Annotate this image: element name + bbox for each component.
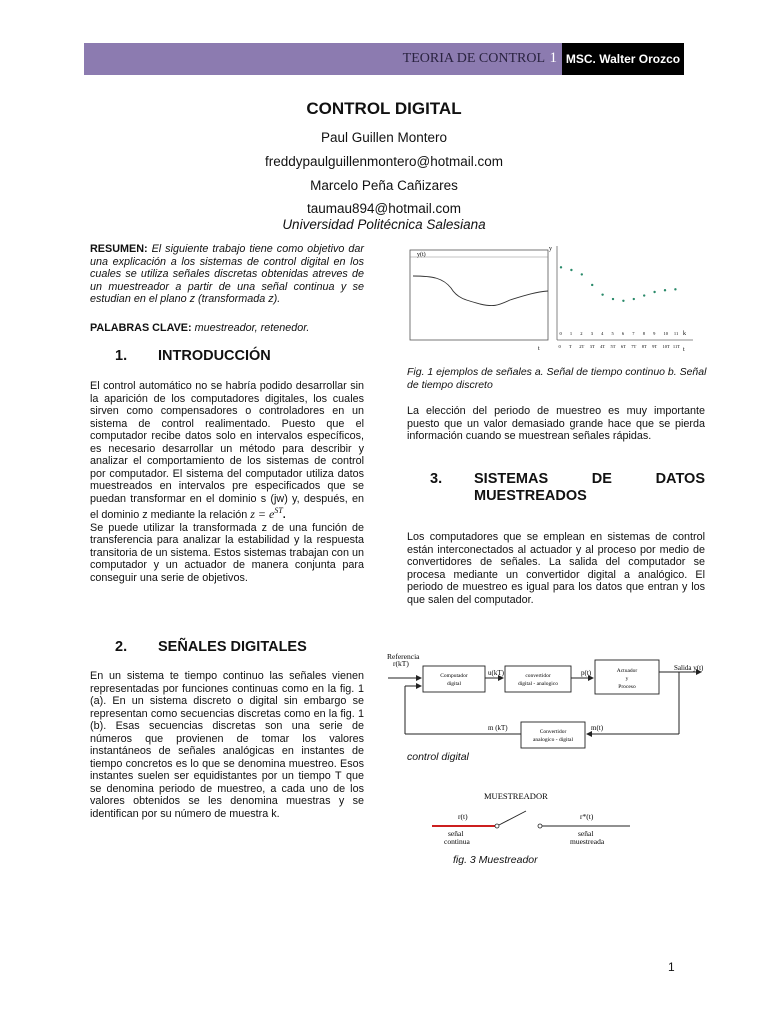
fig1-t-tick-label: 10T (662, 344, 670, 349)
author-email-1[interactable]: freddypaulguillenmontero@hotmail.com (264, 154, 504, 169)
keywords-label: PALABRAS CLAVE: (90, 322, 192, 334)
fig2-actuator-label-3: Proceso (618, 684, 636, 690)
fig1-k-tick-label: 9 (653, 331, 656, 336)
fig3-left-label-2: continua (444, 837, 470, 846)
keywords (90, 322, 364, 335)
fig1-t-tick-label: 8T (641, 344, 647, 349)
fig1-k-tick-label: 8 (642, 331, 645, 336)
fig3-title: MUESTREADOR (484, 791, 548, 801)
fig1-left-ylabel: y(t) (417, 252, 426, 258)
fig2-dac-label-1: convertidor (525, 673, 551, 679)
fig3-rt-label: r(t) (458, 812, 468, 821)
abstract (90, 243, 364, 306)
fig1-t-tick-label: 11T (672, 344, 680, 349)
fig1-sample-point (643, 294, 645, 296)
fig2-computer-label-1: Computador (440, 673, 468, 679)
fig2-input-label-1: Referencia (387, 652, 420, 661)
author-name-2: Marcelo Peña Cañizares (310, 178, 458, 193)
fig2-adc-block (521, 722, 585, 748)
fig1-sample-point (581, 273, 583, 275)
fig3-switch-contact-left (495, 824, 499, 828)
fig1-sample-point (622, 300, 624, 302)
intro-formula-end: . (282, 509, 286, 521)
intro-formula-base: z = e (250, 507, 275, 521)
figure-1 (405, 244, 695, 356)
fig1-sample-point (653, 291, 655, 293)
fig2-actuator-label-1: Actuador (616, 668, 638, 674)
fig1-right-xlabel-k: k (683, 331, 686, 337)
intro-text-2: Se puede utilizar la transformada z de una función de transferencia para analizar la estabilidad y la respuesta transitoria de un sistema. Estos sistemas trabajan con un computador y un actuador de manera conjunta para conseguir una serie de objetivos. (90, 521, 364, 584)
header-author: MSC. Walter Orozco (562, 43, 684, 75)
page-number: 1 (668, 960, 675, 974)
intro-text-1: El control automático no se habría podido desarrollar sin la aparición de los computadores digitales, los cuales sirven como compensadores o controladores en un sistema de control realimentado. Puesto que el computador recibe datos solo en intervalos específicos, es necesario desarrollar un método para describir y analizar el comportamiento de los sistemas de control por computador. El sistema del computador utiliza datos muestreados en intervalos pre especificados que se puedan transformar en el dominio s (jw) y, después, en el dominio z mediante la relación (90, 380, 364, 521)
fig1-sample-point (560, 266, 562, 268)
fig1-t-tick-label: 7T (631, 344, 637, 349)
fig1-t-ticks (559, 344, 681, 349)
fig2-output-label: Salida y(t) (674, 664, 704, 672)
fig1-continuous-plot (410, 250, 548, 352)
fig1-t-tick-label: 5T (610, 344, 616, 349)
fig1-discrete-plot (549, 246, 693, 353)
fig2-u-label: u(kT) (488, 669, 504, 677)
section-3-number: 3. (430, 471, 443, 487)
paper-title: CONTROL DIGITAL (306, 99, 462, 118)
fig1-k-tick-label: 3 (590, 331, 593, 336)
fig1-right-xlabel-t: t (683, 347, 685, 353)
keywords-text: muestreador, retenedor. (191, 322, 310, 334)
fig2-input-label-2: r(kT) (393, 659, 409, 668)
fig2-actuator-label-2: y (625, 676, 629, 682)
section-3-title-line-1: SISTEMAS DE DATOS (474, 471, 705, 487)
affiliation: Universidad Politécnica Salesiana (282, 217, 486, 232)
author-email-2[interactable]: taumau894@hotmail.com (306, 201, 462, 216)
fig2-dac-block (505, 666, 571, 692)
fig3-switch-contact-right (538, 824, 542, 828)
fig1-sample-point (612, 298, 614, 300)
fig3-rst-label: r*(t) (580, 812, 594, 821)
author-name-1: Paul Guillen Montero (320, 130, 448, 145)
fig1-sample-point (601, 293, 603, 295)
sampling-choice-paragraph: La elección del periodo de muestreo es muy importante puesto que un valor demasiado grande hace que se pierda información cuando se muestrean señales rápidas. (407, 405, 705, 442)
fig1-sample-points (560, 266, 677, 302)
fig2-computer-label-2: digital (446, 681, 462, 687)
fig1-t-tick-label: 3T (589, 344, 595, 349)
fig3-left-label-1: señal (448, 829, 464, 838)
fig1-k-tick-label: 10 (663, 331, 668, 336)
fig1-k-tick-label: 6 (621, 331, 625, 336)
sampled-systems-paragraph: Los computadores que se emplean en sistemas de control están interconectados al actuador y al proceso por medio de convertidores de señales. La salida del computador se procesa mediante un convertidor digital a analógico. El periodo de muestreo es igual para los datos que entran y los que salen del computador. (407, 531, 705, 606)
fig1-k-tick-label: 11 (673, 331, 679, 336)
intro-formula (250, 507, 283, 521)
intro-formula-exponent: ST (274, 506, 283, 515)
fig1-t-tick-label: T (568, 344, 572, 349)
fig1-sample-point (633, 298, 635, 300)
fig1-sample-point (664, 289, 666, 291)
fig1-t-tick-label: 9T (652, 344, 658, 349)
fig1-right-ylabel: y (549, 246, 552, 252)
fig2-adc-label-2: analogico - digital (532, 737, 574, 743)
fig3-switch-arm (499, 811, 526, 825)
fig1-sample-point (674, 288, 676, 290)
section-2-title: SEÑALES DIGITALES (158, 639, 307, 655)
header-course: TEORIA DE CONTROL (402, 51, 545, 66)
header-separator: 1 (549, 50, 557, 66)
fig2-p-label: p(t) (581, 669, 592, 677)
fig1-t-tick-label: 4T (600, 344, 606, 349)
fig1-k-tick-label: 4 (601, 331, 604, 336)
figure-3-caption: fig. 3 Muestreador (453, 854, 538, 866)
section-3-title-line-2: MUESTREADOS (474, 488, 587, 504)
header-bar (84, 43, 684, 75)
abstract-label: RESUMEN: (90, 243, 148, 255)
fig2-computer-block (423, 666, 485, 692)
fig1-sample-point (570, 269, 572, 271)
fig1-t-tick-label: 6T (620, 344, 626, 349)
fig1-k-tick-label: 5 (611, 331, 614, 336)
fig2-m-label: m (kT) (488, 724, 508, 732)
abstract-text: El siguiente trabajo tiene como objetivo dar una explicación a los sistemas de control digital en los cuales se utiliza señales discretas obtenidas atreves de un muestreador a partir de una señal continua y se estudian en el plano z (transformada z). (90, 243, 364, 305)
fig2-mt-label: m(t) (591, 724, 604, 732)
fig1-sample-point (591, 284, 593, 286)
fig1-t-tick-label: 0 (558, 344, 561, 349)
fig1-t-tick-label: 2T (579, 344, 585, 349)
fig3-right-label-2: muestreada (570, 837, 605, 846)
fig1-k-tick-label: 2 (580, 331, 583, 336)
figure-2 (385, 650, 705, 750)
figure-1-caption: Fig. 1 ejemplos de señales a. Señal de tiempo continuo b. Señal de tiempo discreto (407, 366, 707, 391)
fig1-left-xlabel: t (538, 346, 540, 352)
fig1-k-tick-label: 7 (632, 331, 635, 336)
fig2-dac-label-2: digital - analogico (517, 681, 559, 687)
fig1-k-tick-label: 0 (559, 331, 562, 336)
fig3-right-label-1: señal (578, 829, 594, 838)
digital-signals-paragraph: En un sistema te tiempo continuo las señales vienen representadas por funciones continuas como en la fig. 1 (a). En un sistema discreto o digital sin embargo se representan como secuencias discretas como en la fig. 1 (b). Esas secuencias discretas son una serie de números que provienen de tomar los valores instantáneos de señales analógicas en instantes de tiempo concretos es lo que se denomina muestreo. Esos instantes suelen ser equidistantes por un tiempo T que se denomina periodo de muestreo, a cada uno de los valores obtenidos se les denomina muestras y se identifican por su número de muestra k. (90, 670, 364, 820)
fig1-k-ticks (560, 331, 679, 336)
section-1-number: 1. (115, 348, 128, 364)
fig1-k-tick-label: 1 (569, 331, 573, 336)
intro-paragraph (90, 380, 364, 584)
section-1-title: INTRODUCCIÓN (158, 348, 271, 364)
figure-2-caption: control digital (407, 751, 469, 763)
figure-3 (430, 789, 640, 849)
section-2-number: 2. (115, 639, 128, 655)
fig2-adc-label-1: Convertidor (539, 729, 567, 735)
